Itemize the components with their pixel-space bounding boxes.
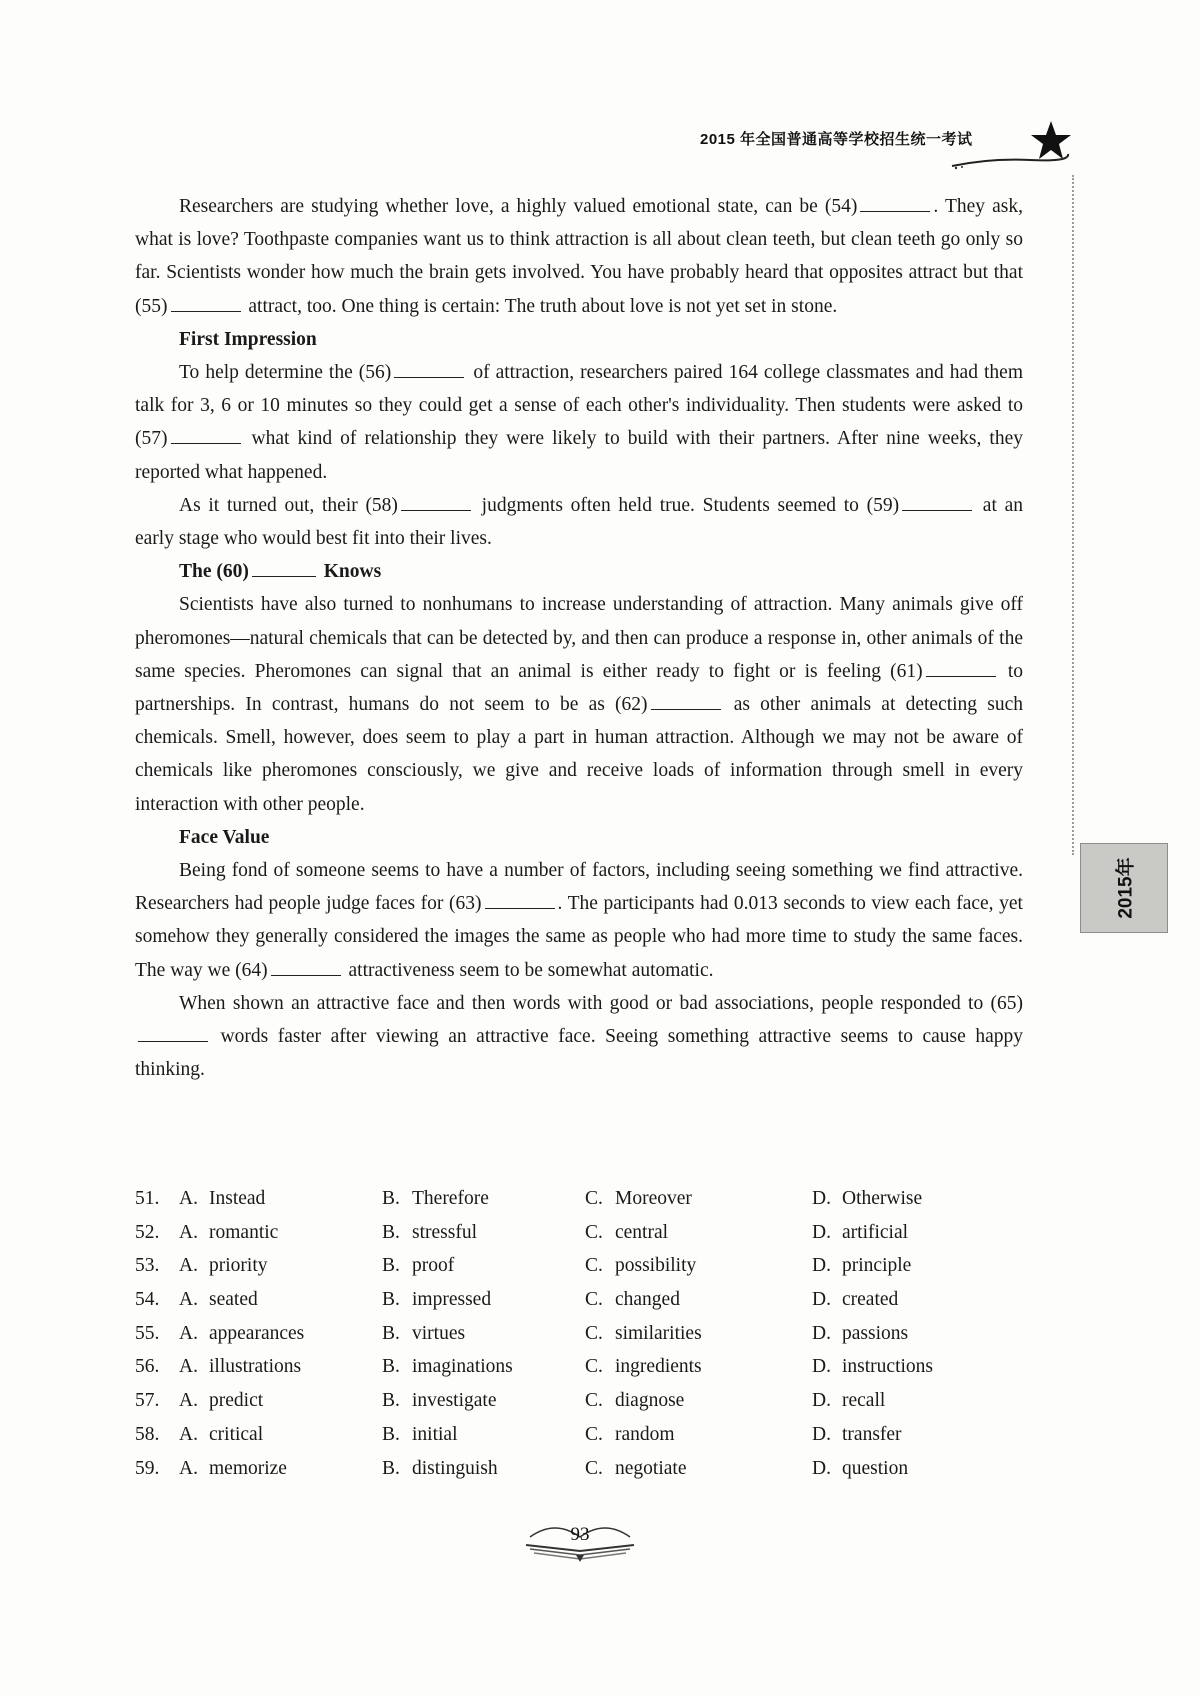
option-text: initial xyxy=(412,1423,458,1445)
option-letter: C. xyxy=(585,1221,603,1243)
option-letter: C. xyxy=(585,1457,603,1479)
option-b[interactable] xyxy=(382,1356,513,1378)
option-letter: B. xyxy=(382,1188,400,1209)
question-row xyxy=(135,1356,1035,1390)
cloze-passage xyxy=(135,190,1023,1086)
answer-blank[interactable] xyxy=(271,958,341,976)
option-d[interactable] xyxy=(812,1188,922,1210)
option-d[interactable] xyxy=(812,1356,933,1378)
option-c[interactable] xyxy=(585,1458,686,1480)
question-row xyxy=(135,1222,1035,1256)
option-text: seated xyxy=(209,1289,258,1311)
answer-blank[interactable] xyxy=(252,559,316,577)
option-text: distinguish xyxy=(412,1457,498,1479)
option-text: appearances xyxy=(209,1322,305,1344)
paragraph-6: When shown an attractive face and then words with good or bad associations, people responded to (65) words faster after viewing an attractive face. Seeing something attractive seems to cause happy thinking. xyxy=(135,992,1023,1081)
question-number: 51. xyxy=(135,1188,160,1209)
exam-title-header: 2015 年全国普通高等学校招生统一考试 xyxy=(700,131,973,148)
option-letter: D. xyxy=(812,1390,831,1412)
question-number: 59. xyxy=(135,1457,160,1479)
question-row xyxy=(135,1188,1035,1222)
option-text: predict xyxy=(209,1390,264,1412)
paragraph-1: Researchers are studying whether love, a highly valued emotional state, can be (54) . They ask, what is love? Toothpaste companies want us to think attraction is all about clean teeth, but clean teeth go only so far. Scientists wonder how much the brain gets involved. You have probably heard that opposites attract but that (55) attract, too. One thing is certain: The truth about love is not yet set in stone. xyxy=(135,196,1023,317)
answer-blank[interactable] xyxy=(926,659,996,677)
question-row xyxy=(135,1424,1035,1458)
option-letter: C. xyxy=(585,1255,603,1277)
option-text: similarities xyxy=(615,1322,702,1344)
question-number: 57. xyxy=(135,1390,160,1412)
option-letter: A. xyxy=(179,1457,198,1479)
option-letter: C. xyxy=(585,1289,603,1311)
option-a[interactable] xyxy=(135,1424,263,1446)
answer-blank[interactable] xyxy=(394,360,464,378)
answer-blank[interactable] xyxy=(171,426,241,444)
option-a[interactable] xyxy=(135,1390,263,1412)
option-c[interactable] xyxy=(585,1390,684,1412)
option-text: question xyxy=(842,1457,909,1479)
question-row xyxy=(135,1323,1035,1357)
option-letter: D. xyxy=(812,1457,831,1479)
year-side-tab xyxy=(1080,843,1168,933)
option-c[interactable] xyxy=(585,1289,680,1311)
header-swash-decoration xyxy=(950,150,1070,172)
option-text: virtues xyxy=(412,1322,466,1344)
option-text: impressed xyxy=(412,1289,492,1311)
question-number: 53. xyxy=(135,1255,160,1277)
option-letter: A. xyxy=(179,1356,198,1378)
option-letter: B. xyxy=(382,1322,400,1344)
option-text: Moreover xyxy=(615,1188,692,1209)
option-letter: A. xyxy=(179,1255,198,1277)
option-a[interactable] xyxy=(135,1289,258,1311)
option-text: random xyxy=(615,1423,675,1445)
option-d[interactable] xyxy=(812,1222,908,1244)
option-letter: B. xyxy=(382,1457,400,1479)
option-text: Instead xyxy=(209,1188,266,1209)
paragraph-4: Scientists have also turned to nonhumans to increase understanding of attraction. Many animals give off pheromones—natural chemicals that can be detected by, and then can produce a response in, other animals of the same species. Pheromones can signal that an animal is either ready to fight or is feeling (61) to partnerships. In contrast, humans do not seem to be as (62) as other animals at detecting such chemicals. Smell, however, does seem to play a part in human attraction. Although we may not be aware of chemicals like pheromones consciously, we give and receive loads of information through smell in every interaction with other people. xyxy=(135,594,1024,815)
option-c[interactable] xyxy=(585,1222,668,1244)
paragraph-2: To help determine the (56) of attraction, researchers paired 164 college classmates and had them talk for 3, 6 or 10 minutes so they could get a sense of each other's individuality. Then students were asked to (57) what kind of relationship they were likely to build with their partners. After nine weeks, they reported what happened. xyxy=(135,362,1023,483)
section-heading-first-impression: First Impression xyxy=(179,328,317,350)
option-b[interactable] xyxy=(382,1390,496,1412)
option-a[interactable] xyxy=(135,1458,287,1480)
option-d[interactable] xyxy=(812,1323,908,1345)
option-d[interactable] xyxy=(812,1458,908,1480)
option-letter: D. xyxy=(812,1255,831,1277)
option-b[interactable] xyxy=(382,1424,458,1446)
option-d[interactable] xyxy=(812,1424,902,1446)
option-d[interactable] xyxy=(812,1390,885,1412)
option-text: imaginations xyxy=(412,1356,513,1378)
option-letter: A. xyxy=(179,1390,198,1412)
option-letter: B. xyxy=(382,1390,400,1412)
answer-blank[interactable] xyxy=(171,294,241,312)
option-text: ingredients xyxy=(615,1356,702,1378)
option-text: possibility xyxy=(615,1255,697,1277)
option-c[interactable] xyxy=(585,1323,702,1345)
option-text: principle xyxy=(842,1255,912,1277)
margin-dotted-rule xyxy=(1072,175,1074,855)
option-letter: C. xyxy=(585,1356,603,1378)
option-text: proof xyxy=(412,1255,455,1277)
option-c[interactable] xyxy=(585,1188,692,1210)
option-a[interactable] xyxy=(135,1356,301,1378)
option-text: investigate xyxy=(412,1390,497,1412)
question-row xyxy=(135,1289,1035,1323)
option-c[interactable] xyxy=(585,1424,675,1446)
option-letter: D. xyxy=(812,1356,831,1378)
year-side-tab-label: 2015年 xyxy=(1115,857,1137,919)
option-text: transfer xyxy=(842,1423,902,1445)
option-text: recall xyxy=(842,1390,886,1412)
option-b[interactable] xyxy=(382,1188,489,1210)
option-text: central xyxy=(615,1221,669,1243)
option-text: memorize xyxy=(209,1457,287,1479)
paragraph-5: Being fond of someone seems to have a number of factors, including seeing something we find attractive. Researchers had people judge faces for (63) . The participants had 0.013 seconds to view each face, yet somehow they generally considered the images the same as people who had more time to study the same faces. The way we (64) attractiveness seem to be somewhat automatic. xyxy=(135,860,1023,981)
option-text: romantic xyxy=(209,1221,279,1243)
option-text: stressful xyxy=(412,1221,477,1243)
option-a[interactable] xyxy=(135,1323,304,1345)
option-letter: A. xyxy=(179,1289,198,1311)
option-letter: C. xyxy=(585,1390,603,1412)
option-c[interactable] xyxy=(585,1356,702,1378)
section-heading-face-value: Face Value xyxy=(179,826,270,848)
option-letter: B. xyxy=(382,1221,400,1243)
option-d[interactable] xyxy=(812,1255,911,1277)
option-text: priority xyxy=(209,1255,268,1277)
option-letter: D. xyxy=(812,1423,831,1445)
answer-blank[interactable] xyxy=(485,891,555,909)
option-text: passions xyxy=(842,1322,909,1344)
option-text: artificial xyxy=(842,1221,909,1243)
question-number: 52. xyxy=(135,1221,160,1243)
answer-blank[interactable] xyxy=(860,194,930,212)
option-letter: B. xyxy=(382,1255,400,1277)
question-number: 55. xyxy=(135,1322,160,1344)
option-text: illustrations xyxy=(209,1356,302,1378)
page-number: 93 xyxy=(570,1524,590,1545)
option-letter: B. xyxy=(382,1289,400,1311)
question-row xyxy=(135,1390,1035,1424)
option-letter: C. xyxy=(585,1322,603,1344)
question-row xyxy=(135,1255,1035,1289)
option-letter: A. xyxy=(179,1221,198,1243)
option-text: diagnose xyxy=(615,1390,685,1412)
option-a[interactable] xyxy=(135,1188,265,1210)
answer-blank[interactable] xyxy=(902,493,972,511)
option-text: Otherwise xyxy=(842,1188,923,1209)
option-a[interactable] xyxy=(135,1222,278,1244)
option-text: negotiate xyxy=(615,1457,687,1479)
option-text: changed xyxy=(615,1289,680,1311)
option-text: Therefore xyxy=(412,1188,489,1209)
option-letter: C. xyxy=(585,1188,603,1209)
option-letter: A. xyxy=(179,1423,198,1445)
answer-options-list xyxy=(135,1188,1035,1491)
option-text: critical xyxy=(209,1423,264,1445)
option-letter: A. xyxy=(179,1322,198,1344)
option-b[interactable] xyxy=(382,1255,454,1277)
option-letter: D. xyxy=(812,1322,831,1344)
option-a[interactable] xyxy=(135,1255,268,1277)
paragraph-3: As it turned out, their (58) judgments often held true. Students seemed to (59) at an early stage who would best fit into their lives. xyxy=(135,494,1023,550)
option-d[interactable] xyxy=(812,1289,898,1311)
answer-blank[interactable] xyxy=(138,1024,208,1042)
option-letter: D. xyxy=(812,1188,831,1209)
question-number: 56. xyxy=(135,1356,160,1378)
option-letter: B. xyxy=(382,1356,400,1378)
option-letter: C. xyxy=(585,1423,603,1445)
answer-blank[interactable] xyxy=(651,692,721,710)
option-text: created xyxy=(842,1289,899,1311)
section-heading-nose-knows: The (60) Knows xyxy=(179,561,382,583)
option-b[interactable] xyxy=(382,1289,491,1311)
option-text: instructions xyxy=(842,1356,933,1378)
option-letter: D. xyxy=(812,1221,831,1243)
answer-blank[interactable] xyxy=(401,493,471,511)
option-letter: D. xyxy=(812,1289,831,1311)
option-b[interactable] xyxy=(382,1222,477,1244)
option-letter: B. xyxy=(382,1423,400,1445)
option-c[interactable] xyxy=(585,1255,696,1277)
question-number: 54. xyxy=(135,1289,160,1311)
option-b[interactable] xyxy=(382,1323,465,1345)
question-number: 58. xyxy=(135,1423,160,1445)
question-row xyxy=(135,1458,1035,1492)
option-b[interactable] xyxy=(382,1458,498,1480)
option-letter: A. xyxy=(179,1188,198,1209)
